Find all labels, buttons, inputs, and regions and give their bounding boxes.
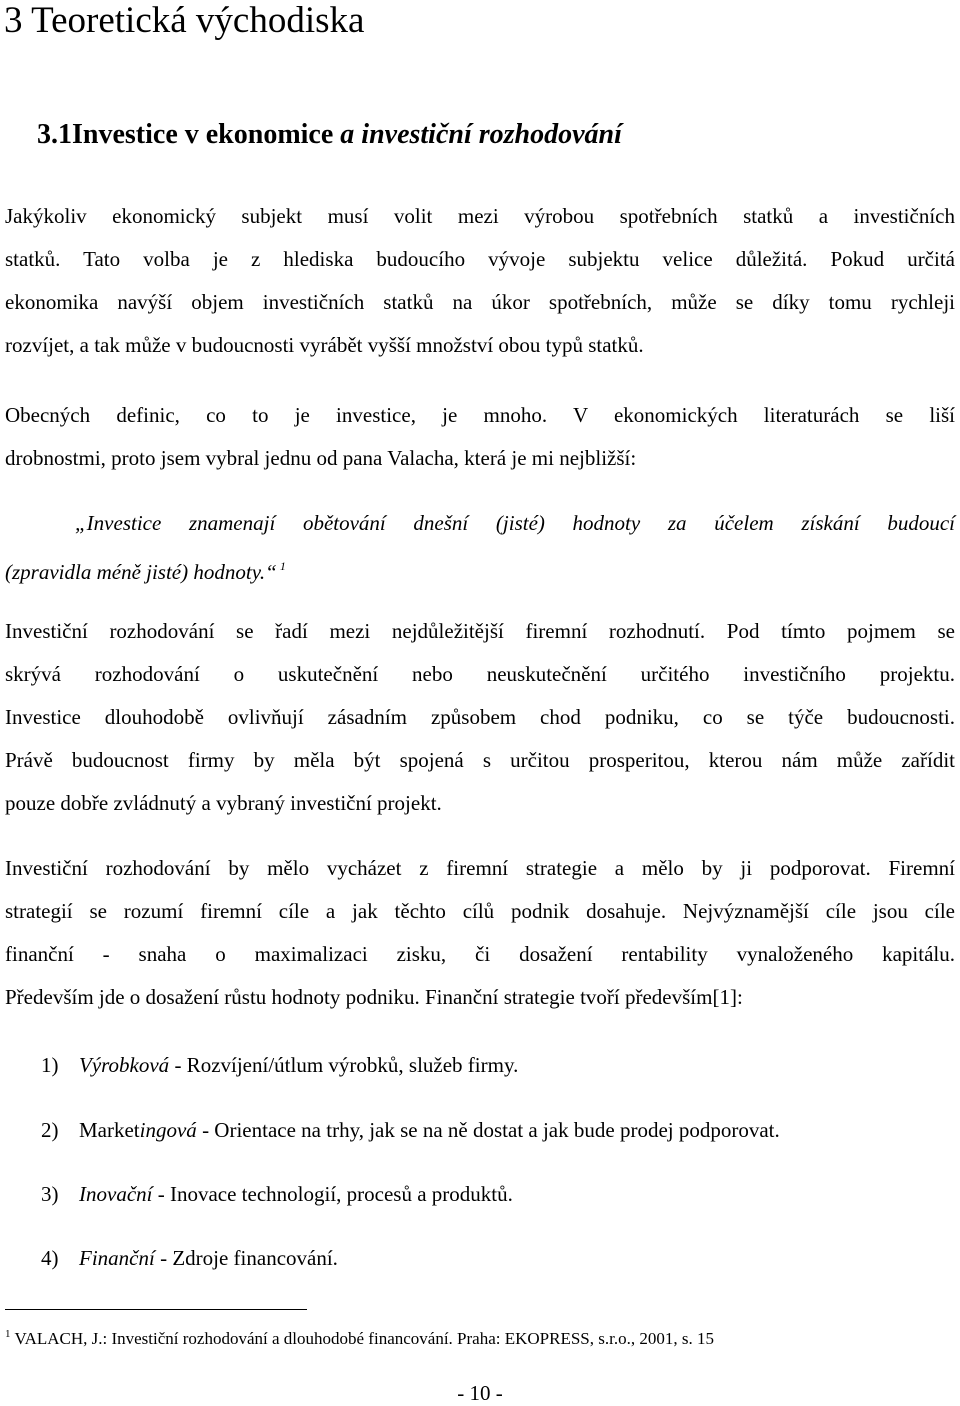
- quote-line-2-text: (zpravidla méně jisté) hodnoty.“: [5, 560, 277, 584]
- list-number: 4): [41, 1246, 59, 1270]
- footnote-reference[interactable]: 1: [279, 559, 286, 573]
- list-term: Finanční: [79, 1246, 155, 1270]
- paragraph-3-line-4: Právě budoucnost firmy by měla být spojená s určitou prosperitou, kterou nám může zařídit: [5, 748, 955, 772]
- paragraph-3-line-3: Investice dlouhodobě ovlivňují zásadním způsobem chod podniku, co se týče budoucnosti.: [5, 705, 955, 729]
- paragraph-4-line-1: Investiční rozhodování by mělo vycházet z firemní strategie a mělo by ji podporovat. Firemní: [5, 856, 955, 880]
- paragraph-3-line-2: skrývá rozhodování o uskutečnění nebo neuskutečnění určitého investičního projektu.: [5, 662, 955, 686]
- list-item-4: [41, 1243, 338, 1273]
- section-title-normal: Investice v ekonomice: [72, 119, 341, 150]
- list-number: 1): [41, 1053, 59, 1077]
- list-term: Inovační: [79, 1182, 153, 1206]
- footnote-number: 1: [5, 1328, 11, 1340]
- quote-line-1: „Investice znamenají obětování dnešní (jisté) hodnoty za účelem získání budoucí: [75, 511, 955, 535]
- list-description: - Orientace na trhy, jak se na ně dostat a jak bude prodej podporovat.: [196, 1118, 780, 1142]
- paragraph-2-line-1: Obecných definic, co to je investice, je mnoho. V ekonomických literaturách se liší: [5, 403, 955, 427]
- paragraph-2-line-2: drobnostmi, proto jsem vybral jednu od pana Valacha, která je mi nejbližší:: [5, 446, 637, 470]
- list-description: - Rozvíjení/útlum výrobků, služeb firmy.: [169, 1053, 519, 1077]
- list-number: 3): [41, 1182, 59, 1206]
- footnote: [5, 1322, 714, 1351]
- page-number: - 10 -: [457, 1381, 503, 1405]
- section-heading: [37, 116, 622, 154]
- quote-line-2: [5, 551, 286, 587]
- list-term-plain: Market: [79, 1118, 140, 1142]
- paragraph-1-line-4: rozvíjet, a tak může v budoucnosti vyrábět vyšší množství obou typů statků.: [5, 333, 644, 357]
- paragraph-1-line-1: Jakýkoliv ekonomický subjekt musí volit mezi výrobou spotřebních statků a investičních: [5, 204, 955, 228]
- paragraph-4-line-4: Především jde o dosažení růstu hodnoty podniku. Finanční strategie tvoří především[1]:: [5, 985, 743, 1009]
- list-description: - Zdroje financování.: [154, 1246, 338, 1270]
- section-title-italic: a investiční rozhodování: [340, 119, 622, 150]
- paragraph-3-line-1: Investiční rozhodování se řadí mezi nejdůležitější firemní rozhodnutí. Pod tímto pojmem se: [5, 619, 955, 643]
- chapter-heading: 3 Teoretická východiska: [4, 0, 365, 41]
- list-term: ingová: [139, 1118, 197, 1142]
- paragraph-1-line-2: statků. Tato volba je z hlediska budoucího vývoje subjektu velice důležitá. Pokud určitá: [5, 247, 955, 271]
- footnote-text: VALACH, J.: Investiční rozhodování a dlouhodobé financování. Praha: EKOPRESS, s.r.o., 2001, s. 15: [14, 1329, 714, 1348]
- list-description: - Inovace technologií, procesů a produktů.: [152, 1182, 513, 1206]
- paragraph-1-line-3: ekonomika navýší objem investičních statků na úkor spotřebních, může se díky tomu rychleji: [5, 290, 955, 314]
- list-term: Výrobková: [79, 1053, 170, 1077]
- list-item-3: [41, 1179, 513, 1209]
- paragraph-3-line-5: pouze dobře zvládnutý a vybraný investiční projekt.: [5, 791, 442, 815]
- paragraph-4-line-2: strategií se rozumí firemní cíle a jak těchto cílů podnik dosahuje. Nejvýznamější cíle jsou cíle: [5, 899, 955, 923]
- list-item-1: [41, 1050, 518, 1080]
- list-number: 2): [41, 1118, 59, 1142]
- paragraph-4-line-3: finanční - snaha o maximalizaci zisku, či dosažení rentability vynaloženého kapitálu.: [5, 942, 955, 966]
- section-number: 3.1: [37, 119, 72, 150]
- list-item-2: [41, 1115, 780, 1145]
- footnote-separator: [5, 1309, 307, 1310]
